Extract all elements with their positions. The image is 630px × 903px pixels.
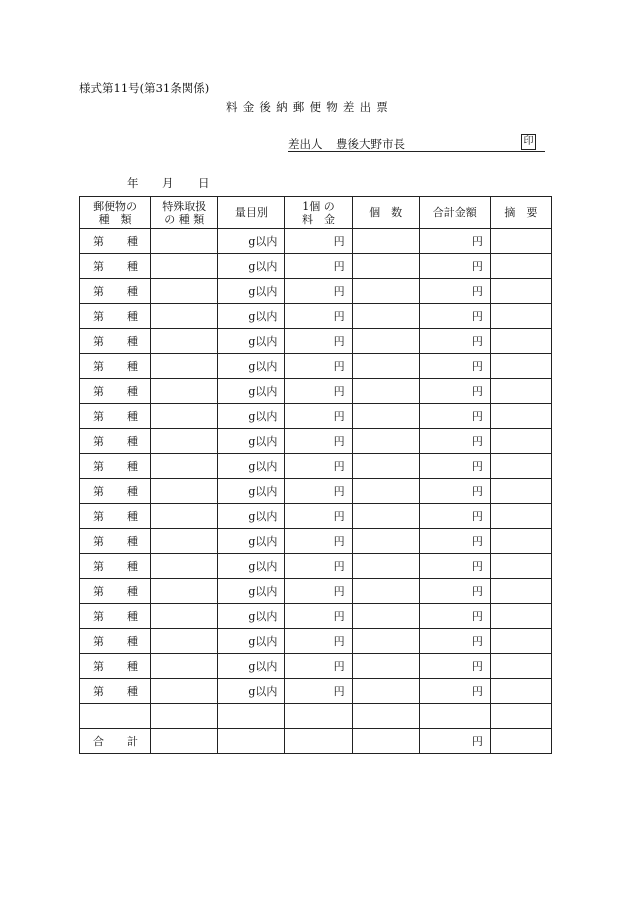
count-cell[interactable] [352,329,419,354]
table-row [80,254,552,279]
remarks-cell[interactable] [490,379,551,404]
remarks-cell[interactable] [490,304,551,329]
mail-type-suffix: 種 [127,585,138,598]
count-cell[interactable] [352,604,419,629]
weight-cell[interactable]: g以内 [218,404,285,429]
blank-cell[interactable] [419,704,490,729]
mail-type-cell[interactable] [80,354,151,379]
weight-cell[interactable]: g以内 [218,229,285,254]
table-row [80,354,552,379]
blank-cell[interactable] [490,704,551,729]
total-amount-cell[interactable]: 円 [419,454,490,479]
total-amount-cell[interactable]: 円 [419,379,490,404]
mail-type-prefix: 第 [93,435,104,448]
count-cell[interactable] [352,304,419,329]
total-amount-cell[interactable]: 円 [419,654,490,679]
special-handling-cell[interactable] [151,629,218,654]
weight-cell[interactable]: g以内 [218,629,285,654]
remarks-cell[interactable] [490,229,551,254]
mail-type-suffix: 種 [127,660,138,673]
mail-type-suffix: 種 [127,335,138,348]
total-amount-cell[interactable]: 円 [419,279,490,304]
table-row [80,629,552,654]
total-amount-cell[interactable]: 円 [419,629,490,654]
remarks-cell[interactable] [490,604,551,629]
total-amount-cell[interactable]: 円 [419,679,490,704]
remarks-cell[interactable] [490,579,551,604]
form-number: 様式第11号(第31条関係) [79,81,210,95]
special-handling-cell[interactable] [151,279,218,304]
mail-type-prefix: 第 [93,285,104,298]
dispatch-table [79,196,552,754]
total-amount-cell[interactable]: 円 [419,504,490,529]
remarks-cell[interactable] [490,654,551,679]
date-year: 年 [127,176,139,190]
blank-cell[interactable] [80,704,151,729]
mail-type-suffix: 種 [127,410,138,423]
weight-cell[interactable]: g以内 [218,504,285,529]
table-row [80,679,552,704]
count-cell[interactable] [352,229,419,254]
unit-price-cell[interactable]: 円 [285,454,352,479]
mail-type-suffix: 種 [127,535,138,548]
total-amount-cell[interactable]: 円 [419,529,490,554]
total-amount-cell[interactable]: 円 [419,554,490,579]
remarks-cell[interactable] [490,629,551,654]
table-row [80,404,552,429]
special-handling-cell[interactable] [151,429,218,454]
special-handling-cell[interactable] [151,379,218,404]
remarks-cell[interactable] [490,329,551,354]
count-cell[interactable] [352,654,419,679]
remarks-cell[interactable] [490,529,551,554]
weight-cell[interactable]: g以内 [218,429,285,454]
header-total: 合計金額 [419,197,490,229]
total-amount-cell[interactable]: 円 [419,429,490,454]
mail-type-cell[interactable] [80,454,151,479]
date-month: 月 [162,176,174,190]
blank-cell[interactable] [352,704,419,729]
count-cell[interactable] [352,479,419,504]
count-cell[interactable] [352,579,419,604]
table-row [80,329,552,354]
remarks-cell[interactable] [490,354,551,379]
mail-type-cell[interactable] [80,479,151,504]
header-weight: 量目別 [218,197,285,229]
table-row [80,429,552,454]
total-blank-cell[interactable] [218,729,285,754]
special-handling-cell[interactable] [151,554,218,579]
weight-cell[interactable]: g以内 [218,304,285,329]
mail-type-prefix: 第 [93,460,104,473]
unit-price-cell[interactable]: 円 [285,679,352,704]
count-cell[interactable] [352,404,419,429]
remarks-cell[interactable] [490,454,551,479]
table-row [80,279,552,304]
total-amount-cell[interactable]: 円 [419,479,490,504]
special-handling-cell[interactable] [151,404,218,429]
blank-row [80,704,552,729]
mail-type-cell[interactable] [80,229,151,254]
remarks-cell[interactable] [490,679,551,704]
count-cell[interactable] [352,454,419,479]
mail-type-cell[interactable] [80,279,151,304]
mail-type-prefix: 第 [93,335,104,348]
grand-total-cell[interactable]: 円 [419,729,490,754]
weight-cell[interactable]: g以内 [218,554,285,579]
unit-price-cell[interactable]: 円 [285,554,352,579]
weight-cell[interactable]: g以内 [218,679,285,704]
form-title: 料金後納郵便物差出票 [226,100,393,114]
total-amount-cell[interactable]: 円 [419,254,490,279]
unit-price-cell[interactable]: 円 [285,254,352,279]
count-cell[interactable] [352,429,419,454]
blank-cell[interactable] [218,704,285,729]
table-row [80,554,552,579]
total-amount-cell[interactable]: 円 [419,304,490,329]
mail-type-prefix: 第 [93,360,104,373]
unit-price-cell[interactable]: 円 [285,579,352,604]
mail-type-cell[interactable] [80,504,151,529]
table-row [80,379,552,404]
total-blank-cell[interactable] [285,729,352,754]
mail-type-cell[interactable] [80,329,151,354]
remarks-cell[interactable] [490,254,551,279]
total-amount-cell[interactable]: 円 [419,404,490,429]
mail-type-prefix: 第 [93,685,104,698]
mail-type-suffix: 種 [127,385,138,398]
total-amount-cell[interactable]: 円 [419,329,490,354]
weight-cell[interactable]: g以内 [218,654,285,679]
mail-type-suffix: 種 [127,485,138,498]
header-count: 個 数 [352,197,419,229]
special-handling-cell[interactable] [151,254,218,279]
mail-type-suffix: 種 [127,235,138,248]
table-body [80,229,552,754]
unit-price-cell[interactable]: 円 [285,504,352,529]
seal-mark: 印 [521,134,536,150]
weight-cell[interactable]: g以内 [218,454,285,479]
special-handling-cell[interactable] [151,679,218,704]
total-amount-cell[interactable]: 円 [419,229,490,254]
unit-price-cell[interactable]: 円 [285,604,352,629]
special-handling-cell[interactable] [151,579,218,604]
table-row [80,529,552,554]
unit-price-cell[interactable]: 円 [285,529,352,554]
special-handling-cell[interactable] [151,479,218,504]
count-cell[interactable] [352,504,419,529]
total-blank-cell[interactable] [352,729,419,754]
mail-type-prefix: 第 [93,660,104,673]
unit-price-cell[interactable]: 円 [285,279,352,304]
mail-type-suffix: 種 [127,285,138,298]
remarks-cell[interactable] [490,479,551,504]
unit-price-cell[interactable]: 円 [285,404,352,429]
table-row [80,504,552,529]
mail-type-cell[interactable] [80,579,151,604]
blank-cell[interactable] [151,704,218,729]
sender-label: 差出人 [288,137,323,151]
mail-type-cell[interactable] [80,654,151,679]
mail-type-cell[interactable] [80,254,151,279]
mail-type-cell[interactable] [80,604,151,629]
weight-cell[interactable]: g以内 [218,604,285,629]
total-label-1: 合 [93,735,104,748]
count-cell[interactable] [352,279,419,304]
special-handling-cell[interactable] [151,504,218,529]
mail-type-cell[interactable] [80,554,151,579]
table-row [80,654,552,679]
mail-type-prefix: 第 [93,535,104,548]
mail-type-prefix: 第 [93,485,104,498]
special-handling-cell[interactable] [151,229,218,254]
remarks-cell[interactable] [490,554,551,579]
table-row [80,304,552,329]
unit-price-cell[interactable]: 円 [285,654,352,679]
sender-name: 豊後大野市長 [336,137,405,151]
special-handling-cell[interactable] [151,354,218,379]
table-row [80,454,552,479]
header-special-handling: 特殊取扱 の 種 類 [151,197,218,229]
weight-cell[interactable]: g以内 [218,329,285,354]
remarks-cell[interactable] [490,279,551,304]
count-cell[interactable] [352,354,419,379]
mail-type-prefix: 第 [93,585,104,598]
mail-type-suffix: 種 [127,610,138,623]
unit-price-cell[interactable]: 円 [285,429,352,454]
weight-cell[interactable]: g以内 [218,254,285,279]
total-remarks-cell[interactable] [490,729,551,754]
count-cell[interactable] [352,529,419,554]
unit-price-cell[interactable]: 円 [285,629,352,654]
mail-type-prefix: 第 [93,310,104,323]
mail-type-prefix: 第 [93,385,104,398]
mail-type-suffix: 種 [127,635,138,648]
table-header-row [80,197,552,229]
unit-price-cell[interactable]: 円 [285,379,352,404]
special-handling-cell[interactable] [151,304,218,329]
special-handling-cell[interactable] [151,329,218,354]
mail-type-prefix: 第 [93,635,104,648]
weight-cell[interactable]: g以内 [218,354,285,379]
count-cell[interactable] [352,379,419,404]
header-mail-type: 郵便物の 種 類 [80,197,151,229]
remarks-cell[interactable] [490,504,551,529]
table-row [80,604,552,629]
mail-type-prefix: 第 [93,510,104,523]
unit-price-cell[interactable]: 円 [285,479,352,504]
mail-type-suffix: 種 [127,310,138,323]
mail-type-suffix: 種 [127,260,138,273]
mail-type-suffix: 種 [127,685,138,698]
header-unit-price: 1個 の 料 金 [285,197,352,229]
mail-type-cell[interactable] [80,529,151,554]
unit-price-cell[interactable]: 円 [285,304,352,329]
mail-type-cell[interactable] [80,679,151,704]
special-handling-cell[interactable] [151,604,218,629]
weight-cell[interactable]: g以内 [218,379,285,404]
mail-type-prefix: 第 [93,610,104,623]
count-cell[interactable] [352,254,419,279]
mail-type-cell[interactable] [80,629,151,654]
unit-price-cell[interactable]: 円 [285,354,352,379]
mail-type-cell[interactable] [80,379,151,404]
weight-cell[interactable]: g以内 [218,479,285,504]
total-amount-cell[interactable]: 円 [419,579,490,604]
weight-cell[interactable]: g以内 [218,529,285,554]
mail-type-suffix: 種 [127,435,138,448]
total-amount-cell[interactable]: 円 [419,604,490,629]
unit-price-cell[interactable]: 円 [285,329,352,354]
unit-price-cell[interactable]: 円 [285,229,352,254]
mail-type-suffix: 種 [127,560,138,573]
weight-cell[interactable]: g以内 [218,579,285,604]
table-row [80,579,552,604]
blank-cell[interactable] [285,704,352,729]
mail-type-cell[interactable] [80,429,151,454]
total-amount-cell[interactable]: 円 [419,354,490,379]
count-cell[interactable] [352,629,419,654]
mail-type-cell[interactable] [80,404,151,429]
remarks-cell[interactable] [490,404,551,429]
count-cell[interactable] [352,554,419,579]
mail-type-prefix: 第 [93,560,104,573]
total-blank-cell[interactable] [151,729,218,754]
special-handling-cell[interactable] [151,454,218,479]
mail-type-prefix: 第 [93,410,104,423]
count-cell[interactable] [352,679,419,704]
table-row [80,229,552,254]
mail-type-prefix: 第 [93,260,104,273]
mail-type-suffix: 種 [127,360,138,373]
mail-type-cell[interactable] [80,304,151,329]
mail-type-prefix: 第 [93,235,104,248]
header-remarks: 摘 要 [490,197,551,229]
date-day: 日 [198,176,210,190]
weight-cell[interactable]: g以内 [218,279,285,304]
remarks-cell[interactable] [490,429,551,454]
mail-type-suffix: 種 [127,510,138,523]
total-row [80,729,552,754]
table-row [80,479,552,504]
special-handling-cell[interactable] [151,654,218,679]
mail-type-suffix: 種 [127,460,138,473]
special-handling-cell[interactable] [151,529,218,554]
sender-line [288,136,545,152]
total-label-2: 計 [127,735,138,748]
total-label [80,729,151,754]
